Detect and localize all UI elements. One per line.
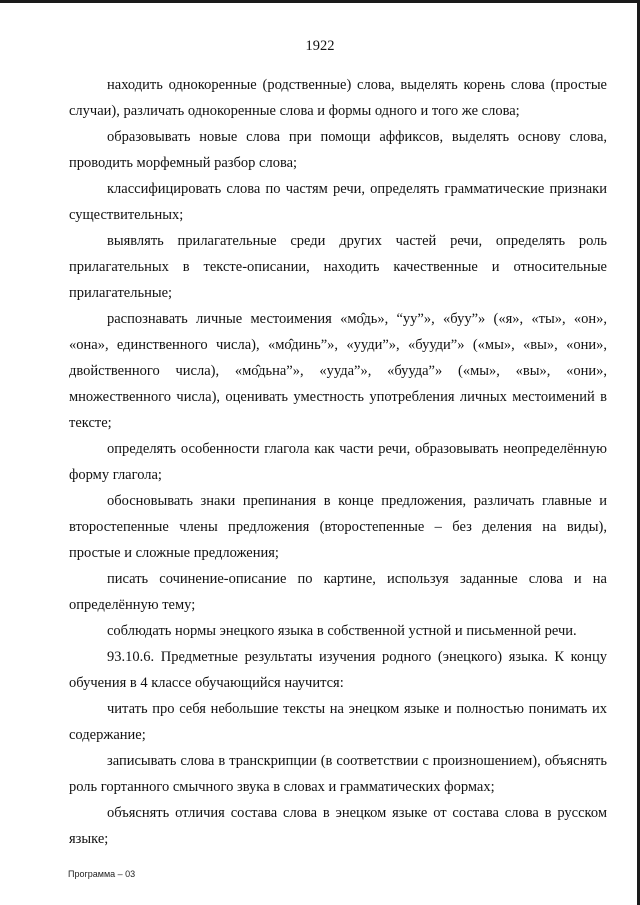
page-number: 1922 bbox=[305, 38, 335, 54]
paragraph-5: распознавать личные местоимения «мо̂дь», “уу”», «буу”» («я», «ты», «он», «она», единственного числа), «мо̂динь”», «ууди”», «бууди”» («мы», «вы», «они», двойственного числа), «мо̂дьна”», «ууда”», «бууда”» («мы», «вы», «они», множественного числа), оценивать уместность употребления личных местоимений в тексте; bbox=[69, 311, 607, 431]
footer-program-label: Программа – 03 bbox=[68, 869, 136, 879]
paragraph-12: записывать слова в транскрипции (в соответствии с произношением), объяснять роль гортанного смычного звука в словах и грамматических формах; bbox=[69, 753, 607, 795]
paragraph-9: соблюдать нормы энецкого языка в собственной устной и письменной речи. bbox=[107, 623, 577, 639]
scan-edge-top bbox=[0, 0, 640, 3]
paragraph-6: определять особенности глагола как части речи, образовывать неопределённую форму глагола; bbox=[69, 441, 607, 483]
paragraph-10: 93.10.6. Предметные результаты изучения родного (энецкого) языка. К концу обучения в 4 классе обучающийся научится: bbox=[69, 649, 607, 691]
paragraph-1: находить однокоренные (родственные) слова, выделять корень слова (простые случаи), различать однокоренные слова и формы одного и того же слова; bbox=[69, 77, 607, 119]
paragraph-8: писать сочинение-описание по картине, используя заданные слова и на определённую тему; bbox=[69, 571, 607, 613]
paragraph-4: выявлять прилагательные среди других частей речи, определять роль прилагательных в тексте-описании, находить качественные и относительные прилагательные; bbox=[69, 233, 607, 301]
paragraph-7: обосновывать знаки препинания в конце предложения, различать главные и второстепенные члены предложения (второстепенные – без деления на виды), простые и сложные предложения; bbox=[69, 493, 607, 561]
paragraph-13: объяснять отличия состава слова в энецком языке от состава слова в русском языке; bbox=[69, 805, 607, 847]
paragraph-11: читать про себя небольшие тексты на энецком языке и полностью понимать их содержание; bbox=[69, 701, 607, 743]
document-body bbox=[69, 72, 607, 852]
paragraph-3: классифицировать слова по частям речи, определять грамматические признаки существительных; bbox=[69, 181, 607, 223]
paragraph-2: образовывать новые слова при помощи аффиксов, выделять основу слова, проводить морфемный разбор слова; bbox=[69, 129, 607, 171]
